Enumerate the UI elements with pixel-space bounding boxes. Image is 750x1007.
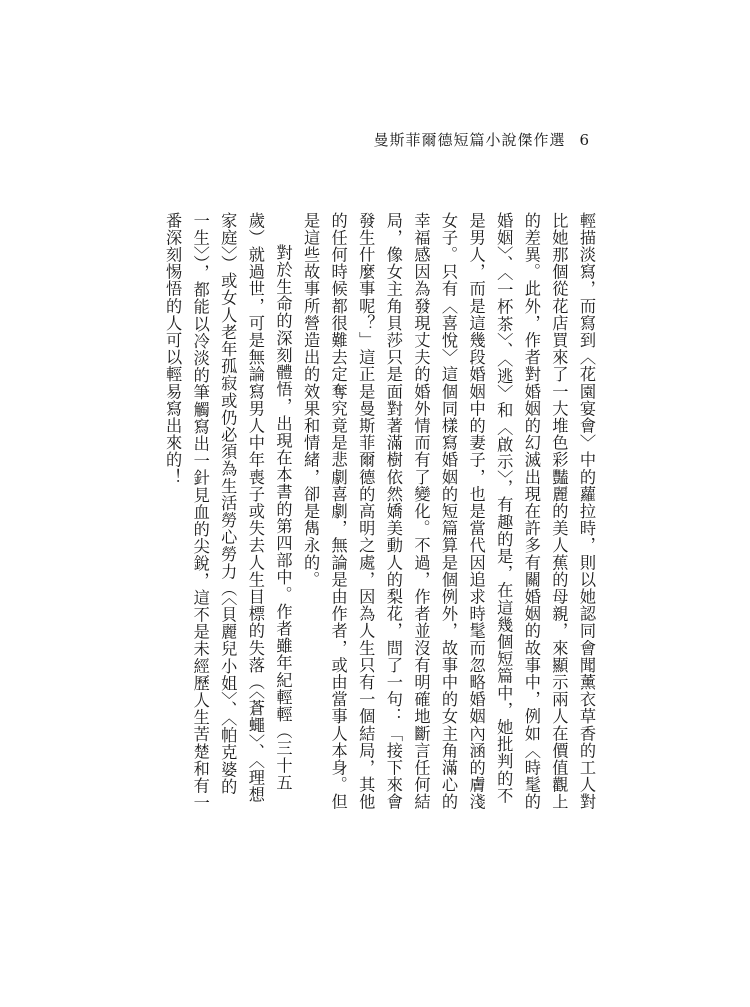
page-number: 6 — [579, 131, 590, 149]
paragraph: 對於生命的深刻體悟，出現在本書的第四部中。作者雖年紀輕輕（三十五歲）就過世，可是無論寫男人中年喪子或失去人生目標的失落（〈蒼蠅〉、〈理想家庭〉）或女人老年孤寂或仍必須為生活勞心勞力（〈貝麗兒小姐〉、〈帕克婆的一生〉），都能以冷淡的筆觸寫出一針見血的尖銳，這不是未經歷人生苦楚和有一番深刻惕悟的人可以輕易寫出來的！ — [163, 212, 293, 812]
paragraph: 輕描淡寫，而寫到〈花園宴會〉中的蘿拉時，則以她認同會聞薰衣草香的工人對比她那個從花店買來了一大堆色彩豔麗的美人蕉的母親，來顯示兩人在價值觀上的差異。此外，作者對婚姻的幻滅出現在許多有關婚姻的故事中，例如〈時髦的婚姻〉、〈一杯茶〉、〈逃〉和〈啟示〉，有趣的是，在這幾個短篇中，她批判的不是男人，而是這幾段婚姻中的妻子，也是當代因追求時髦而忽略婚姻內涵的膚淺女子。只有〈喜悅〉這個同樣寫婚姻的短篇算是個例外，故事中的女主角滿心的幸福感因為發現丈夫的婚外情而有了變化。不過，作者並沒有明確地斷言任何結局，像女主角貝莎只是面對著滿樹依然嬌美動人的梨花，問了一句：「接下來會發生什麼事呢？」這正是曼斯菲爾德的高明之處，因為人生只有一個結局，其他的任何時候都很難去定奪究竟是悲劇喜劇，無論是由作者，或由當事人本身。但是這些故事所營造出的效果和情緒，卻是雋永的。 — [301, 212, 596, 811]
book-title: 曼斯菲爾德短篇小說傑作選 — [373, 131, 566, 149]
running-header — [373, 129, 590, 150]
vertical-body-text — [160, 212, 600, 812]
